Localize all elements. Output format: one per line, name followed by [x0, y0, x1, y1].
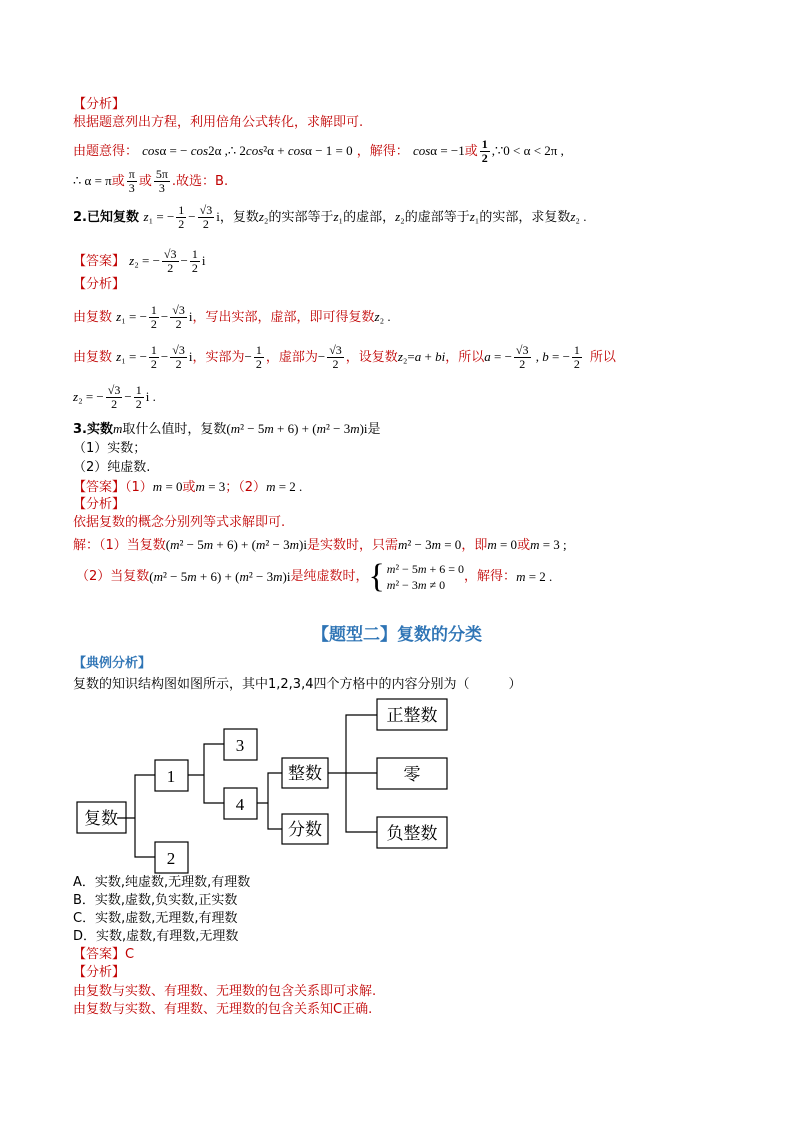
answer-2: 【答案】 z₂ = − $\frac{√3}{2}$ − $\frac{1}{2}$ i [73, 247, 206, 275]
node-2: 2 [166, 849, 176, 868]
question-2: 2.已知复数 z₁ = − $\frac{1}{2}$ − $\frac{√3}{2}$ i，复数z₂的实部等于z₁的虚部，z₂的虚部等于z₁的实部，求复数z₂ . [73, 203, 587, 231]
node-4: 4 [235, 795, 245, 814]
node-negative-integer: 负整数 [386, 824, 438, 843]
option-a: A．实数,纯虚数,无理数,有理数 [73, 875, 251, 890]
analysis-line-2a: 由复数 z₁ = − $\frac{1}{2}$ − $\frac{√3}{2}$ i，写出实部，虚部，即可得复数z₂ . [73, 303, 391, 331]
node-integer: 整数 [288, 764, 322, 783]
analysis-type2-line1: 由复数与实数、有理数、无理数的包含关系即可求解. [73, 984, 377, 999]
analysis-line-2c: z₂ = − $\frac{√3}{2}$ − $\frac{1}{2}$ i . [73, 383, 156, 411]
part-1: （1）实数； [73, 441, 147, 456]
solution-line-2: ∴ α = π或 $\frac{\pi}{3}$ 或 $\frac{5\pi}{3}$ .故选：B. [73, 167, 229, 195]
option-c: C．实数,虚数,无理数,有理数 [73, 911, 238, 926]
analysis-type2-line2: 由复数与实数、有理数、无理数的包含关系知C正确. [73, 1002, 373, 1017]
node-root: 复数 [84, 809, 118, 828]
option-b: B．实数,虚数,负实数,正实数 [73, 893, 238, 908]
example-label: 【典例分析】 [73, 656, 152, 671]
option-d: D．实数,虚数,有理数,无理数 [73, 929, 239, 944]
analysis-label-3: 【分析】 [73, 497, 126, 512]
question-3: 3.实数m取什么值时，复数(m² − 5m + 6) + (m² − 3m)i是 [73, 421, 381, 437]
analysis-label-2: 【分析】 [73, 277, 126, 292]
section-title: 【题型二】复数的分类 [312, 625, 482, 645]
solution-3-part1: 解：（1）当复数(m² − 5m + 6) + (m² − 3m)i是实数时，只需m² − 3m = 0，即m = 0或m = 3 ; [73, 537, 567, 553]
analysis-label-type2: 【分析】 [73, 965, 126, 980]
analysis-label-1: 【分析】 [73, 97, 126, 112]
node-zero: 零 [403, 765, 421, 784]
diagram-question: 复数的知识结构图如图所示，其中1,2,3,4四个方格中的内容分别为（ ） [73, 677, 522, 692]
analysis-text-3: 依据复数的概念分别列等式求解即可. [73, 515, 286, 530]
solution-3-part2: （2）当复数(m² − 5m + 6) + (m² − 3m)i是纯虚数时，{ m² − 5m + 6 = 0 m² − 3m ≠ 0 ，解得：m = 2 . [76, 558, 553, 595]
answer-3: 【答案】（1）m = 0或m = 3；（2）m = 2 . [73, 479, 303, 495]
answer-type2: 【答案】C [73, 947, 135, 962]
node-positive-integer: 正整数 [386, 706, 438, 725]
node-fraction: 分数 [288, 820, 322, 839]
node-1: 1 [166, 767, 176, 786]
part-2: （2）纯虚数. [73, 460, 151, 475]
analysis-line-2b: 由复数 z₁ = − $\frac{1}{2}$ − $\frac{√3}{2}$ i，实部为− $\frac{1}{2}$ ，虚部为− $\frac{√3}{2}$ ，设复数z₂=a + bi，所以a = − $\frac{√3}{2}$ , b = − $\frac{1}{2}$ 所以 [73, 343, 616, 371]
solution-line-1: 由题意得： cosα = − cos2α ,∴ 2cos²α + cosα − 1 = 0 ，解得： cosα = −1或 $\frac{1}{2}$ ,∵0 < α < 2π , [73, 137, 564, 165]
analysis-text-1: 根据题意列出方程，利用倍角公式转化，求解即可. [73, 115, 364, 130]
node-3: 3 [235, 736, 245, 755]
